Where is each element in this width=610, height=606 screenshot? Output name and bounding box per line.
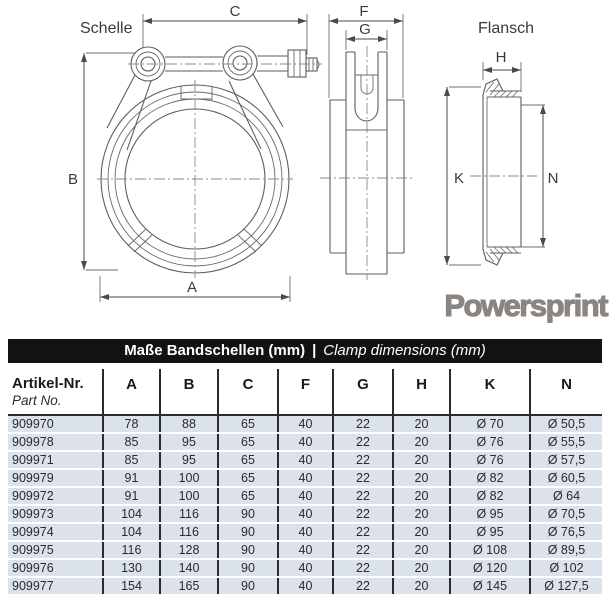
- dimension-cell: 91: [103, 487, 160, 505]
- dimension-cell: 78: [103, 415, 160, 433]
- dimension-cell: 20: [393, 559, 450, 577]
- dim-label-b: B: [67, 171, 79, 188]
- dimension-cell: 22: [333, 469, 393, 487]
- column-header-h: H: [393, 369, 450, 415]
- dimension-cell: 40: [278, 415, 333, 433]
- table-title-german: Maße Bandschellen (mm): [124, 342, 306, 359]
- dimension-cell: 40: [278, 505, 333, 523]
- dim-label-n: N: [547, 170, 559, 187]
- dimension-cell: 65: [218, 487, 278, 505]
- dimension-cell: Ø 76: [450, 433, 530, 451]
- dimension-cell: Ø 120: [450, 559, 530, 577]
- dimension-cell: 90: [218, 559, 278, 577]
- dimension-cell: 20: [393, 487, 450, 505]
- dimension-cell: 20: [393, 415, 450, 433]
- dimension-cell: 116: [160, 505, 218, 523]
- dim-label-a: A: [186, 279, 198, 296]
- dimension-cell: Ø 145: [450, 577, 530, 595]
- part-number-cell: 909974: [8, 523, 103, 541]
- dimension-cell: 104: [103, 505, 160, 523]
- dimension-cell: 85: [103, 433, 160, 451]
- dimension-cell: 22: [333, 577, 393, 595]
- dimension-cell: 90: [218, 505, 278, 523]
- dimension-cell: 20: [393, 523, 450, 541]
- dimension-cell: 40: [278, 541, 333, 559]
- column-header-part-no-en: Part No.: [12, 393, 62, 408]
- table-row: [8, 505, 602, 523]
- dim-label-k: K: [453, 170, 465, 187]
- dimension-cell: 20: [393, 541, 450, 559]
- dimension-cell: 100: [160, 469, 218, 487]
- dimension-cell: 20: [393, 505, 450, 523]
- dimension-cell: 40: [278, 577, 333, 595]
- column-header-a: A: [103, 369, 160, 415]
- dimension-cell: 40: [278, 469, 333, 487]
- part-number-cell: 909979: [8, 469, 103, 487]
- dimension-cell: 22: [333, 415, 393, 433]
- column-header-n: N: [530, 369, 602, 415]
- column-header-part-no-de: Artikel-Nr.: [12, 375, 84, 392]
- dimension-cell: Ø 76: [450, 451, 530, 469]
- dimension-cell: 140: [160, 559, 218, 577]
- dimension-cell: 22: [333, 487, 393, 505]
- powersprint-logo: Powersprint: [444, 288, 607, 323]
- column-header-g: G: [333, 369, 393, 415]
- table-header-row: [8, 369, 602, 415]
- dimension-cell: Ø 89,5: [530, 541, 602, 559]
- dimension-cell: 116: [103, 541, 160, 559]
- dimension-cell: Ø 57,5: [530, 451, 602, 469]
- dim-label-c: C: [229, 3, 241, 20]
- dimension-cell: Ø 102: [530, 559, 602, 577]
- clamp-side-view: [320, 3, 414, 280]
- dimension-cell: 95: [160, 433, 218, 451]
- table-title-separator: |: [312, 342, 317, 359]
- dimension-cell: Ø 70,5: [530, 505, 602, 523]
- dimension-cell: 22: [333, 451, 393, 469]
- dimension-cell: 91: [103, 469, 160, 487]
- dim-label-f: F: [359, 3, 369, 20]
- dimension-cell: Ø 70: [450, 415, 530, 433]
- dimension-cell: 165: [160, 577, 218, 595]
- dimension-cell: 20: [393, 577, 450, 595]
- column-header-f: F: [278, 369, 333, 415]
- table-row: [8, 523, 602, 541]
- dimension-cell: 65: [218, 415, 278, 433]
- dimension-cell: 65: [218, 469, 278, 487]
- dimension-cell: Ø 64: [530, 487, 602, 505]
- table-row: [8, 469, 602, 487]
- dimension-cell: Ø 60,5: [530, 469, 602, 487]
- dimension-cell: 22: [333, 541, 393, 559]
- dimension-cell: 20: [393, 469, 450, 487]
- table-body: [8, 415, 602, 595]
- dimension-cell: 85: [103, 451, 160, 469]
- dimension-cell: 116: [160, 523, 218, 541]
- part-number-cell: 909977: [8, 577, 103, 595]
- column-header-part-no: [8, 369, 103, 415]
- dimension-cell: 128: [160, 541, 218, 559]
- dimension-cell: Ø 95: [450, 523, 530, 541]
- part-number-cell: 909976: [8, 559, 103, 577]
- table-row: [8, 415, 602, 433]
- table-title-english: Clamp dimensions (mm): [323, 342, 486, 359]
- clamp-view-label: Schelle: [80, 20, 133, 37]
- part-number-cell: 909975: [8, 541, 103, 559]
- table-title-bar: [8, 339, 602, 363]
- dimension-cell: 40: [278, 523, 333, 541]
- dimension-cell: 22: [333, 523, 393, 541]
- dimension-cell: 22: [333, 559, 393, 577]
- dimension-cell: 104: [103, 523, 160, 541]
- dimension-cell: Ø 108: [450, 541, 530, 559]
- dimension-cell: 40: [278, 451, 333, 469]
- dimension-cell: Ø 127,5: [530, 577, 602, 595]
- dimension-cell: Ø 50,5: [530, 415, 602, 433]
- dimension-cell: 40: [278, 487, 333, 505]
- dimension-cell: Ø 82: [450, 469, 530, 487]
- dim-label-g: G: [359, 21, 371, 38]
- table-row: [8, 559, 602, 577]
- dimension-cell: 22: [333, 505, 393, 523]
- table-row: [8, 487, 602, 505]
- dimension-cell: 20: [393, 433, 450, 451]
- dimension-cell: 65: [218, 451, 278, 469]
- dimension-cell: 90: [218, 577, 278, 595]
- part-number-cell: 909972: [8, 487, 103, 505]
- dimension-cell: 65: [218, 433, 278, 451]
- dimension-cell: 22: [333, 433, 393, 451]
- column-header-k: K: [450, 369, 530, 415]
- part-number-cell: 909978: [8, 433, 103, 451]
- part-number-cell: 909971: [8, 451, 103, 469]
- table-row: [8, 541, 602, 559]
- dimension-cell: 154: [103, 577, 160, 595]
- dimensions-table-section: [8, 339, 602, 596]
- dimension-cell: 90: [218, 541, 278, 559]
- flange-view-label: Flansch: [478, 20, 535, 37]
- dimension-cell: Ø 55,5: [530, 433, 602, 451]
- dimension-cell: 100: [160, 487, 218, 505]
- flange-section-view: [447, 20, 558, 265]
- dimension-cell: Ø 95: [450, 505, 530, 523]
- dimension-cell: 40: [278, 433, 333, 451]
- table-row: [8, 577, 602, 595]
- dimension-cell: Ø 82: [450, 487, 530, 505]
- table-row: [8, 451, 602, 469]
- dim-label-h: H: [495, 49, 507, 66]
- column-header-c: C: [218, 369, 278, 415]
- dimension-cell: 95: [160, 451, 218, 469]
- clamp-front-view: [68, 3, 322, 302]
- dimension-cell: 20: [393, 451, 450, 469]
- dimension-cell: Ø 76,5: [530, 523, 602, 541]
- dimension-cell: 88: [160, 415, 218, 433]
- table-row: [8, 433, 602, 451]
- clamp-dimensions-table: [8, 369, 602, 596]
- dimension-cell: 130: [103, 559, 160, 577]
- dimension-cell: 40: [278, 559, 333, 577]
- column-header-b: B: [160, 369, 218, 415]
- dimension-cell: 90: [218, 523, 278, 541]
- part-number-cell: 909973: [8, 505, 103, 523]
- part-number-cell: 909970: [8, 415, 103, 433]
